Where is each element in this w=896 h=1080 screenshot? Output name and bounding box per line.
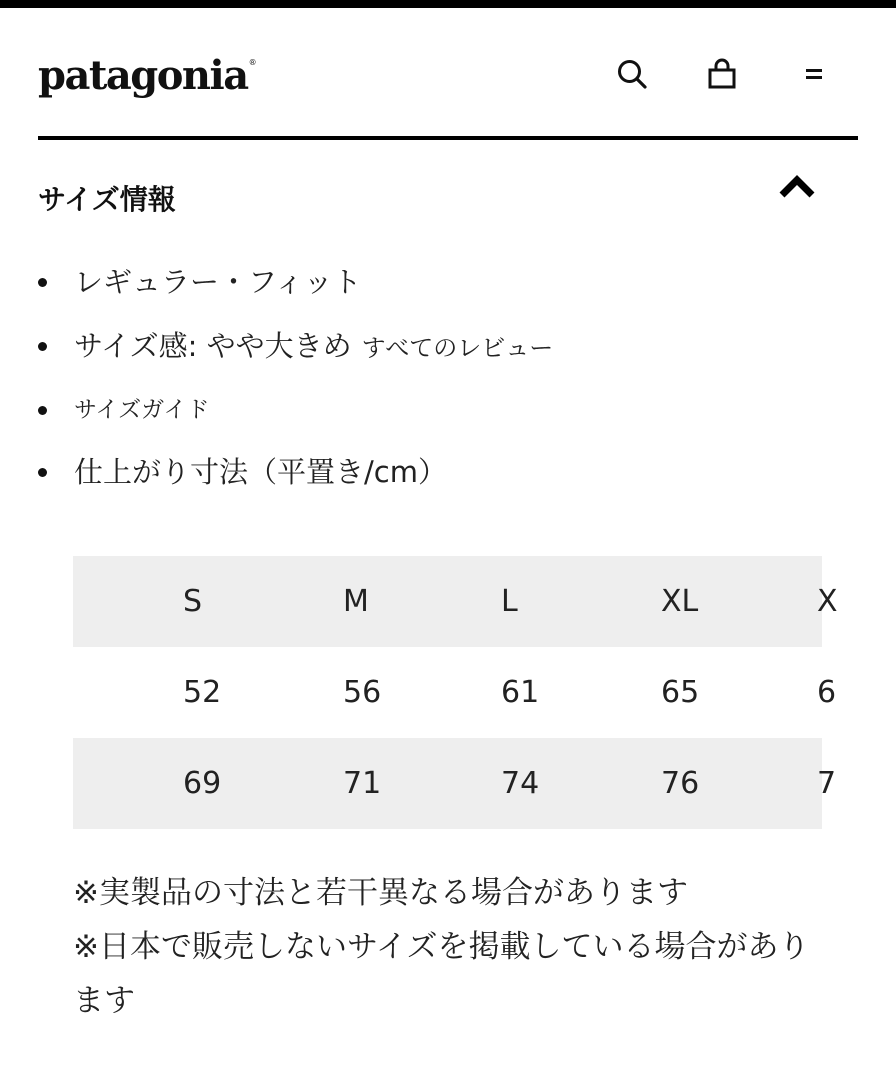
table-header-row (73, 556, 838, 647)
table-cell: 76 (661, 766, 700, 801)
measurements-label: 仕上がり寸法（平置き/cm） (74, 455, 447, 489)
table-cell: 71 (343, 766, 382, 801)
list-item-measurements (38, 448, 838, 496)
note-line: ※日本で販売しないサイズを掲載している場合があります (73, 929, 810, 1019)
table-cell: 69 (183, 766, 222, 801)
table-cell: 6 (817, 675, 837, 710)
bullet (38, 468, 47, 477)
table-row (73, 738, 837, 829)
menu-icon[interactable] (796, 56, 832, 92)
list-item-fit (38, 258, 838, 306)
table-cell: 56 (343, 675, 382, 710)
list-item-size-feel (38, 322, 838, 370)
all-reviews-link[interactable]: すべてのレビュー (361, 334, 554, 362)
size-info-list (38, 258, 838, 496)
table-cell: 61 (501, 675, 540, 710)
table-cell: 74 (501, 766, 540, 801)
size-feel-text: サイズ感: やや大きめ (74, 329, 352, 363)
header-cell: X (817, 584, 838, 619)
fit-text: レギュラー・フィット (74, 265, 362, 299)
table-cell: 52 (183, 675, 222, 710)
search-icon[interactable] (614, 56, 650, 92)
table-cell: 7 (817, 766, 837, 801)
table-row (73, 647, 837, 738)
header-cell: S (183, 584, 203, 619)
chevron-up-icon[interactable] (776, 168, 818, 204)
header-cell: L (501, 584, 518, 619)
site-header (38, 40, 858, 112)
bullet (38, 342, 47, 351)
bullet (38, 406, 47, 415)
header-cell: M (343, 584, 369, 619)
size-notes (73, 866, 833, 1028)
bullet (38, 278, 47, 287)
header-cell: XL (661, 584, 699, 619)
header-divider (38, 136, 858, 140)
size-info-heading: サイズ情報 (38, 183, 176, 216)
top-bar (0, 0, 896, 8)
shopping-bag-icon[interactable] (704, 56, 740, 92)
table-cell: 65 (661, 675, 700, 710)
note-line: ※実製品の寸法と若干異なる場合があります (73, 875, 688, 911)
patagonia-logo[interactable]: patagonia® (38, 52, 256, 99)
size-guide-link[interactable] (38, 388, 838, 432)
size-table[interactable] (73, 556, 838, 830)
size-guide-label[interactable]: サイズガイド (74, 397, 210, 423)
